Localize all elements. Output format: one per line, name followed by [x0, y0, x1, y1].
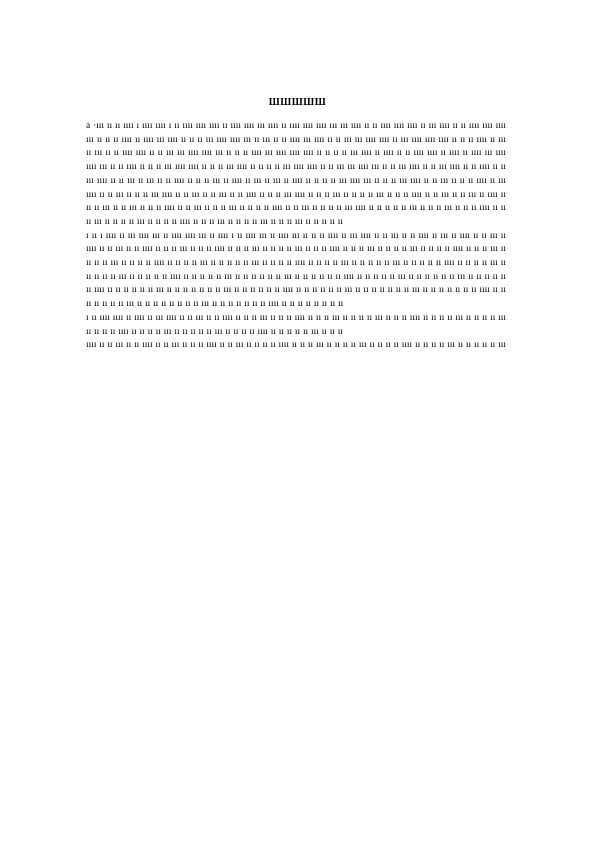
- paragraph: а ·ııı ıı ıı ıııı ı ıııı ıııı ı ıı ıııı ıııı ıııı ıı ıııı ıııı ııı ıııı ıı ıııı ıııı ıııı ııı ııı ıııı ıı ıı ıııı ıııı ıııı ıı ııı ıııı ıı ıı ıııı ıııı ıııı ııı ıı ıı ıı ıııı ıı ıııı ııı ıııı ıı ıı ıı ııı ıııı ıııı ııı ıı ııı ıı ıı ıııı ııı ıııı ıı ıı ııı ııı ıııı ıııı ıı ııı ıııı ıııı ıııı ıı ıı ıı ıııı ıı ııı ıı ııı ıı ıı ıııı ıııı ıı ıı ııı ııı ıııı ıııı ııı ıı ıı ıı ıııı ııı ıııı ıııı ıııı ıı ıı ıı ıı ııı ıııı ıı ıııı ıı ıı ıııı ıııı ıı ıııı ıı ıııı ııı ıııı ıııı ııı ıı ıı ıııı ıı ıı ıı ııı ıııı ıııı ıı ıı ıı ııı ıııı ıı ıı ıı ıı ııı ıııı ıııı ıı ıı ııı ııı ıııı ııı ıı ıı ııı ıııı ıı ıı ııı ıııı ıı ıı ıııı ıı ıı ııı ıııı ıı ıı ııı ıı ııı ıı ıı ıııı ıı ıı ıı ııı ıı ıııı ıı ııı ıı ııı ıı ıııı ıı ıı ıı ıı ııı ıııı ııı ıı ıı ıı ııı ıııı ıı ıı ııı ıı ıı ıı ıııı ıı ııı ıııı ıı ıı ııı ıı ıı ıı ııı ıııı ıı ıı ııı ıı ıı ııı ıı ıı ıııı ıı ıı ıı ııı ıııı ıı ıı ıı ııı ıı ıı ıı ıı ııı ıı ıı ıı ıııı ıı ıı ııı ıı ıı ııı ıı ıııı ıı ıı ıı ııı ıı ıı ııı ıı ıı ıı ıııı ıı ıı ııı ıı ıı ıı ııı ıı ıı ıı ıı ıııı ıı ıı ııı ıı ıı ıı ıı ııı ıııı ıı ıı ıı ıı ıı ııı ıı ıı ıı ııı ıı ıı ıı ıııı ıı ıı ıı ııı ıı ıı ıı ıı ııı ıı ıı ıı ıı ıııı ıı ıı ıı ııı ıı ıı ıı ıı ııı ıı ıı ıı ııı ıı ıı ıı ıı ıı: [86, 121, 506, 227]
- paragraph: ı ıı ı ıııı ıı ııı ıııı ııı ıı ıııı ıııı ııı ıı ıııı ı ıı ıııı ııı ıı ıııı ııı ıı ıı ıı ıııı ıı ııı ıııı ıı ıı ııı ıı ıı ıııı ıı ııı ıı ıııı ıı ıı ııı ıı ıııı ıı ıı ııı ıı ıı ıııı ıı ıı ıı ııı ıı ıı ıı ıııı ıı ıı ıı ııı ıı ıı ıı ıı ııı ıı ıı ıı ıııı ıı ıı ıı ııı ıı ıı ıı ıı ııı ıı ıı ıı ıı ıııı ıı ıı ıı ııı ıı ıı ıı ıı ııı ıı ıı ıı ıı ıııı ıı ıı ıı ıı ııı ıı ıı ıı ıı ıı ııı ıı ıı ıı ıı ıııı ıı ıı ıı ıı ııı ıı ıı ıı ıı ıı ııı ıı ıı ıı ıı ıı ıııı ıı ıı ıı ıı ııı ıı ıı ıı ıı ıı ııı ıı ıı ıı ıı ıı ıııı ıı ıı ıı ıı ıı ııı ıı ıı ıı ıı ıı ıı ııı ıı ıı ıı ıı ıı ıı ıııı ıı ıı ıı ıı ıı ııı ıı ıı ıı ıı ıı ıı ııı ıı ıı ıı ıı ıı ıı ıııı ıı ıı ıı ıı ıı ıı ııı ıı ıı ıı ıı ıı ıı ıı ııı ıı ıı ıı ıı ıı ıı ıııı ıı ıı ıı ıı ıı ıı ııı ıı ıı ıı ıı ıı ıı ıı ııı ıı ıı ıı ıı ıı ıı ıı ıııı ıı ıı ıı ıı ıı ıı ıı ııı ıı ıı ıı ıı ıı ıı ıı ıı ııı ıı ıı ıı ıı ıı ıı ıı ıııı ıı ıı ıı ıı ıı ıı ıı ıı: [86, 230, 506, 310]
- paragraph: ı ıı ıııı ıııı ıı ıııı ıı ııı ıııı ıı ıı ııı ıı ıı ıııı ıı ıı ıı ııı ıı ıı ıı ıııı ıı ıı ıı ııı ıı ıı ıı ıı ııı ıı ıı ıı ıııı ıı ıı ıı ıı ııı ıı ıı ıı ıı ııı ıı ıı ıı ıı ıııı ıı ıı ıı ıı ııı ıı ıı ıı ıı ıı ııı ıı ıı ıı ıı ıııı ıı ıı ıı ıı ıı ııı ıı ıı ıı: [86, 312, 506, 337]
- document-heading: ШШШШШ: [268, 97, 327, 108]
- document-body: [86, 120, 506, 353]
- paragraph: ıııı ıı ıı ııı ıı ıı ıııı ıı ıı ııı ıı ıı ıı ıııı ıı ıı ııı ıı ıı ıı ıı ıııı ıı ıı ıı ııı ıı ıı ıı ıı ııı ıı ıı ıı ıı ıııı ıı ıı ıı ıı ııı ıı ıı ıı ıı ıı ııı: [86, 340, 506, 351]
